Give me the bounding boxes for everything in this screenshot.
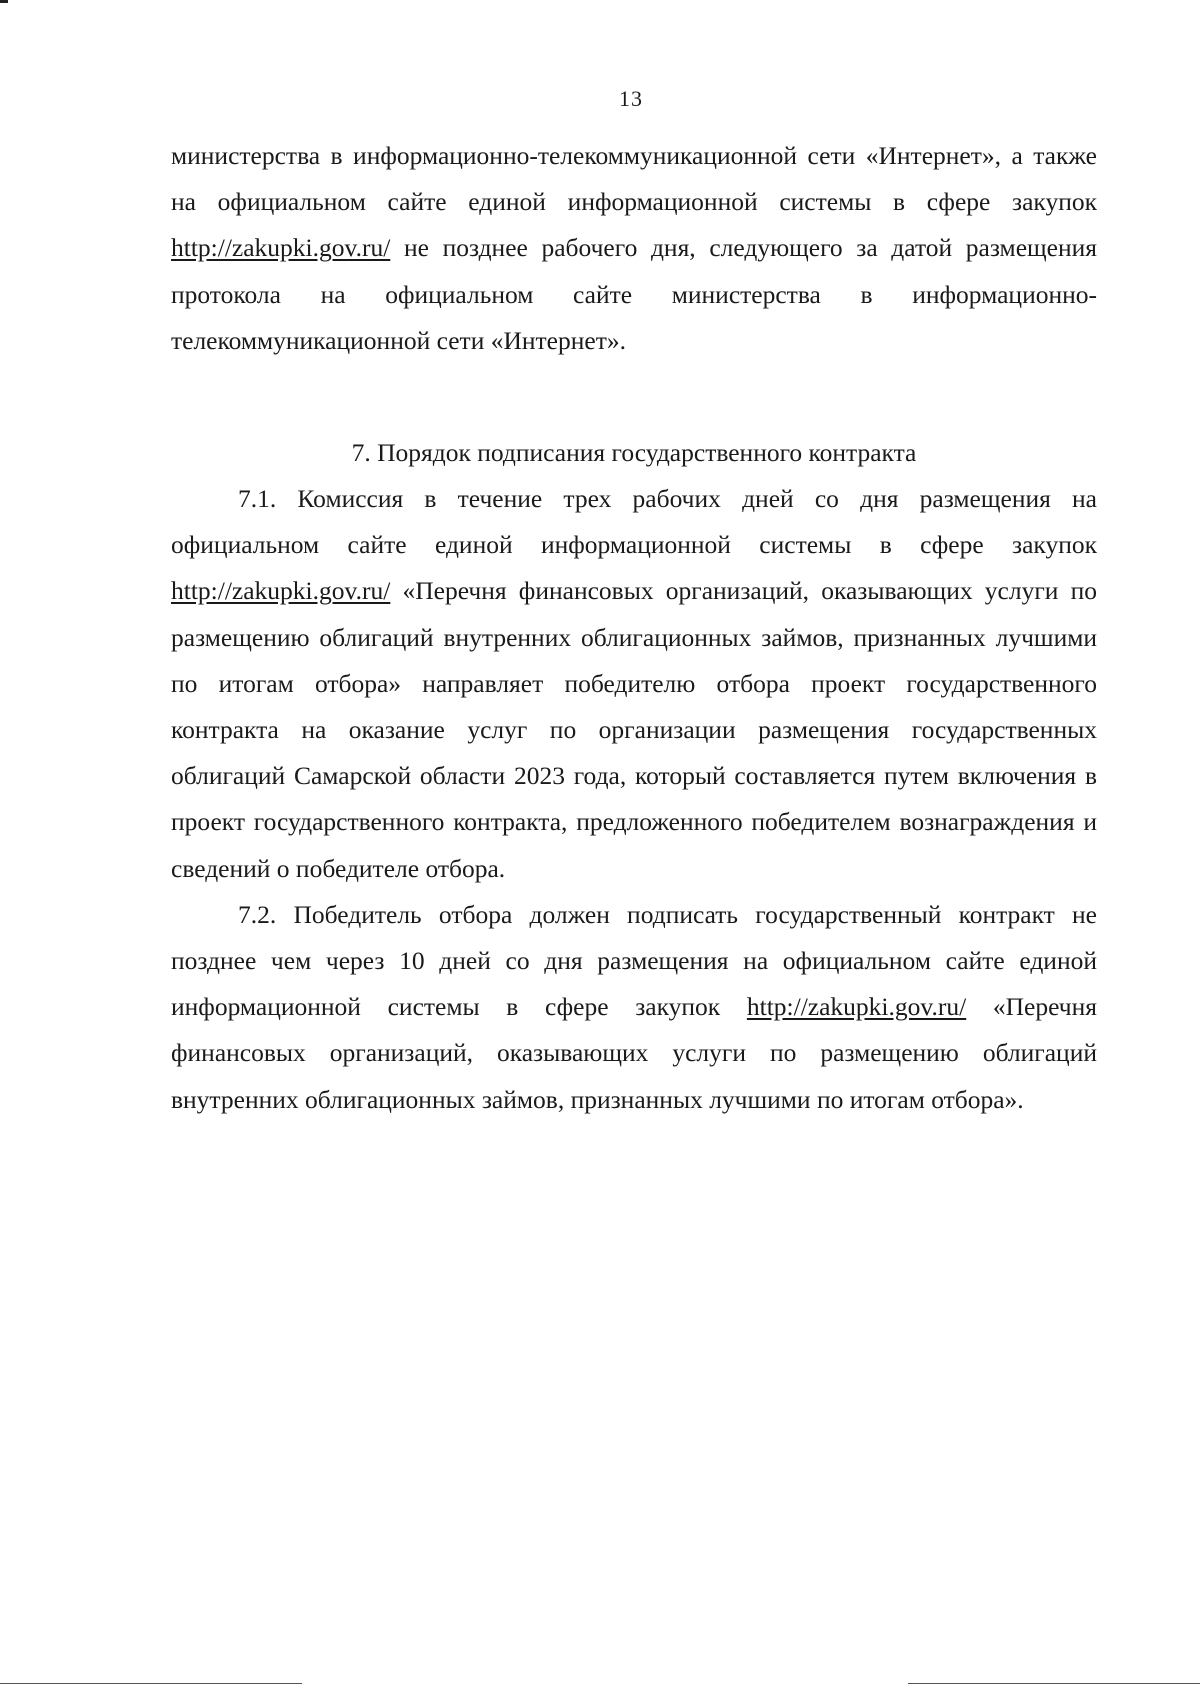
scan-corner-mark — [0, 0, 8, 3]
paragraph-text: «Перечня финансовых организаций, оказывающих услуги по размещению облигаций внутренних облигационных займов, признанных лучшими по итогам отбора». — [171, 992, 1097, 1114]
paragraph-text: 7.1. Комиссия в течение трех рабочих дней со дня размещения на официальном сайте единой информационной системы в сфере закупок — [171, 484, 1097, 560]
paragraph-7-1 — [171, 476, 1097, 892]
document-body — [171, 133, 1097, 1123]
paragraph-text: 7.2. Победитель отбора должен подписать государственный контракт не позднее чем через 10 дней со дня размещения на официальном сайте единой информационной системы в сфере закупок — [171, 899, 1097, 1022]
paragraph-text: не позднее рабочего дня, следующего за датой размещения протокола на официальном сайте министерства в информационно-телекоммуникационной сети «Интернет». — [171, 233, 1097, 355]
zakupki-link[interactable]: http://zakupki.gov.ru/ — [171, 233, 391, 263]
paragraph-continuation — [171, 133, 1097, 364]
paragraph-7-2 — [171, 892, 1097, 1123]
zakupki-link[interactable]: http://zakupki.gov.ru/ — [746, 992, 967, 1022]
footer-rule-right — [908, 1683, 1200, 1684]
section-heading: 7. Порядок подписания государственного контракта — [351, 438, 917, 468]
paragraph-text: «Перечня финансовых организаций, оказывающих услуги по размещению облигаций внутренних облигационных займов, признанных лучшими по итогам отбора» направляет победителю отбора проект государственного контракта на оказание услуг по организации размещения государственных облигаций Самарской области 2023 года, который составляется путем включения в проект государственного контракта, предложенного победителем вознаграждения и сведений о победителе отбора. — [171, 576, 1097, 883]
page-number: 13 — [619, 86, 643, 111]
footer-rule-left — [0, 1683, 302, 1684]
section-spacer — [171, 364, 1097, 430]
zakupki-link[interactable]: http://zakupki.gov.ru/ — [171, 576, 391, 606]
paragraph-text: министерства в информационно-телекоммуникационной сети «Интернет», а также на официальном сайте единой информационной системы в сфере закупок — [171, 141, 1097, 217]
